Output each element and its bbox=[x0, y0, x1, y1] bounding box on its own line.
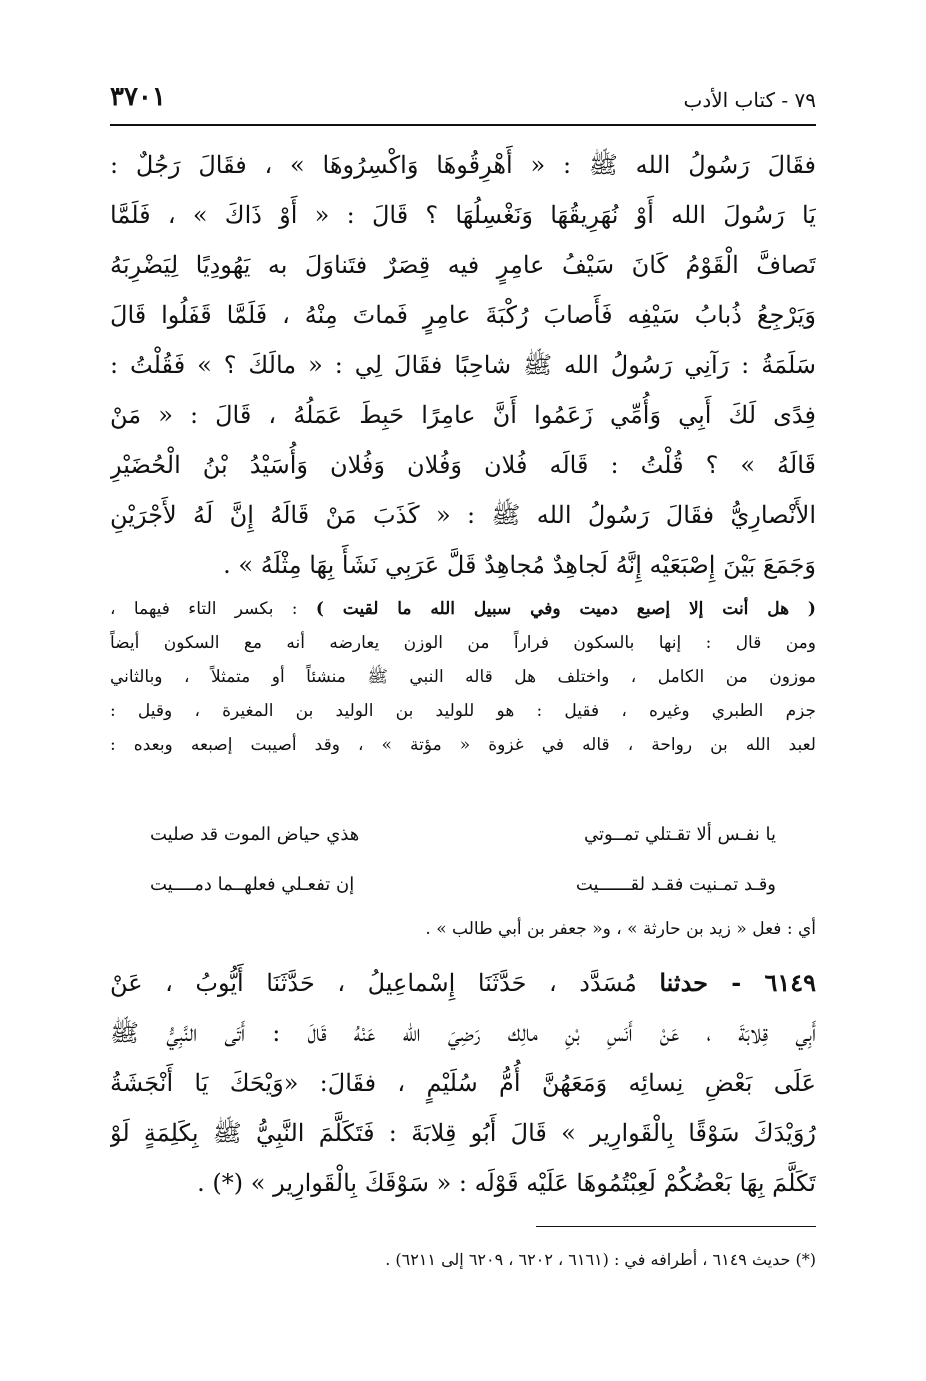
text-line: فِدًى لَكَ أَبِي وَأُمِّي زَعَمُوا أَنَّ عامِرًا حَبِطَ عَمَلُهُ ، قَالَ : « مَنْ bbox=[110, 401, 816, 429]
text-line: تَكَلَّمَ بِهَا بَعْضُكُمْ لَعِبْتُمُوهَا عَلَيْه قَوْلَه : « سَوْقَكَ بِالْقَوارِير » (*) . bbox=[197, 1169, 816, 1197]
hadith-isnad: مُسَدَّد ، حَدَّثَنَا إِسْماعِيلُ ، حَدَّثَنَا أَيُّوبُ ، عَنْ bbox=[110, 969, 660, 997]
text-line: أَبِي قِلابَةَ ، عَنْ أَنَسِ بْنِ مالِك رَضِيَ الله عَنْهُ قَالَ : أَتَى النَّبِيُّ ﷺ bbox=[110, 1019, 816, 1047]
page-number: ٣٧٠١ bbox=[110, 82, 166, 112]
verse-first-hemistich: يا نفـس ألا تقـتلي تمــوتي bbox=[583, 824, 776, 845]
hadith-6148-continuation bbox=[110, 140, 816, 590]
text-line: رُوَيْدَكَ سَوْقًا بِالْقَوارِير » قَالَ أَبُو قِلابَةَ : فَتَكَلَّمَ النَّبِيُّ ﷺ بِكَلِمَةٍ لَوْ bbox=[110, 1119, 816, 1147]
text-line: وَيَرْجِعُ ذُبابُ سَيْفِه فَأَصابَ رُكْبَةَ عامِرٍ فَماتَ مِنْهُ ، فَلَمَّا قَفَلُوا قَالَ bbox=[110, 301, 816, 329]
text-line: عَلَى بَعْضِ نِسائِه وَمَعَهُنَّ أُمُّ سُلَيْمٍ ، فقَالَ: «وَيْحَكَ يَا أَنْجَشَةُ bbox=[110, 1069, 816, 1097]
text-line: قَالَهُ » ؟ قُلْتُ : قَالَه فُلان وَفُلان وَفُلان وَأُسَيْدُ بْنُ الْحُضَيْرِ bbox=[110, 451, 816, 479]
text-line: سَلَمَةُ : رَآنِي رَسُولُ الله ﷺ شاحِبًا فقَالَ لِي : « مالَكَ ؟ » فَقُلْتُ : bbox=[110, 351, 816, 379]
verse-second-hemistich: إن تفعـلي فعلهــما دمــــيت bbox=[150, 874, 355, 895]
commentary-line: لعبد الله بن رواحة ، قاله في غزوة « مؤتة » ، وقد أصيبت إصبعه وبعده : bbox=[110, 735, 816, 755]
text-line: يَا رَسُولَ الله أَوْ نُهَرِيقُهَا وَنَغْسِلُهَا ؟ قَالَ : « أَوْ ذَاكَ » ، فَلَمَّا bbox=[110, 201, 816, 229]
commentary-line: موزون من الكامل ، واختلف هل قاله النبي ﷺ منشئاً أو متمثلاً ، وبالثاني bbox=[110, 667, 816, 687]
commentary-line: ومن قال : إنها بالسكون فراراً من الوزن يعارضه أنه مع السكون أيضاً bbox=[110, 633, 816, 653]
commentary-lead-rest: : بكسر التاء فيهما ، bbox=[110, 599, 316, 619]
poem-verse bbox=[150, 860, 776, 910]
hadith-first-line bbox=[110, 958, 816, 1008]
text-line: تَصافَّ الْقَوْمُ كَانَ سَيْفُ عامِرٍ فيه قِصَرٌ فتَناوَلَ به يَهُودِيًا لِيَضْرِبَهُ bbox=[110, 251, 816, 279]
commentary bbox=[110, 592, 816, 762]
hadith-6149 bbox=[110, 958, 816, 1208]
commentary-lead-line bbox=[110, 592, 816, 626]
footnote-rule bbox=[536, 1226, 816, 1227]
verse-second-hemistich: هذي حياض الموت قد صليت bbox=[150, 824, 360, 845]
text-line: وَجَمَعَ بَيْنَ إِصْبَعَيْه إِنَّهُ لَجاهِدٌ مُجاهِدٌ قَلَّ عَرَبِي نَشَأَ بِهَا مِثْلَهُ » . bbox=[223, 551, 816, 579]
footnote: (*) حديث ٦١٤٩ ، أطرافه في : (٦١٦١ ، ٦٢٠٢ ، ٦٢٠٩ إلى ٦٢١١) . bbox=[385, 1250, 816, 1269]
commentary-quote: ( هل أنت إلا إصبع دميت وفي سبيل الله ما لقيت ) bbox=[315, 599, 816, 619]
page-header bbox=[110, 82, 816, 122]
hadith-number: ٦١٤٩ - حدثنا bbox=[659, 968, 816, 997]
commentary-conclusion: أي : فعل « زيد بن حارثة » ، و« جعفر بن أبي طالب » . bbox=[425, 919, 816, 939]
commentary-line: جزم الطبري وغيره ، فقيل : هو للوليد بن الوليد بن المغيرة ، وقيل : bbox=[110, 701, 816, 721]
text-line: الأَنْصارِيُّ فقَالَ رَسُولُ الله ﷺ : « كَذَبَ مَنْ قَالَهُ إِنَّ لَهُ لأَجْرَيْنِ bbox=[110, 501, 816, 529]
text-line: فقَالَ رَسُولُ الله ﷺ : « أَهْرِقُوهَا وَاكْسِرُوهَا » ، فقَالَ رَجُلٌ : bbox=[110, 151, 816, 179]
poem bbox=[150, 810, 776, 910]
verse-first-hemistich: وقـد تمـنيت فقـد لقــــــيت bbox=[575, 874, 776, 895]
chapter-title: ٧٩ - كتاب الأدب bbox=[683, 88, 816, 112]
poem-verse bbox=[150, 810, 776, 860]
header-rule bbox=[110, 124, 816, 126]
